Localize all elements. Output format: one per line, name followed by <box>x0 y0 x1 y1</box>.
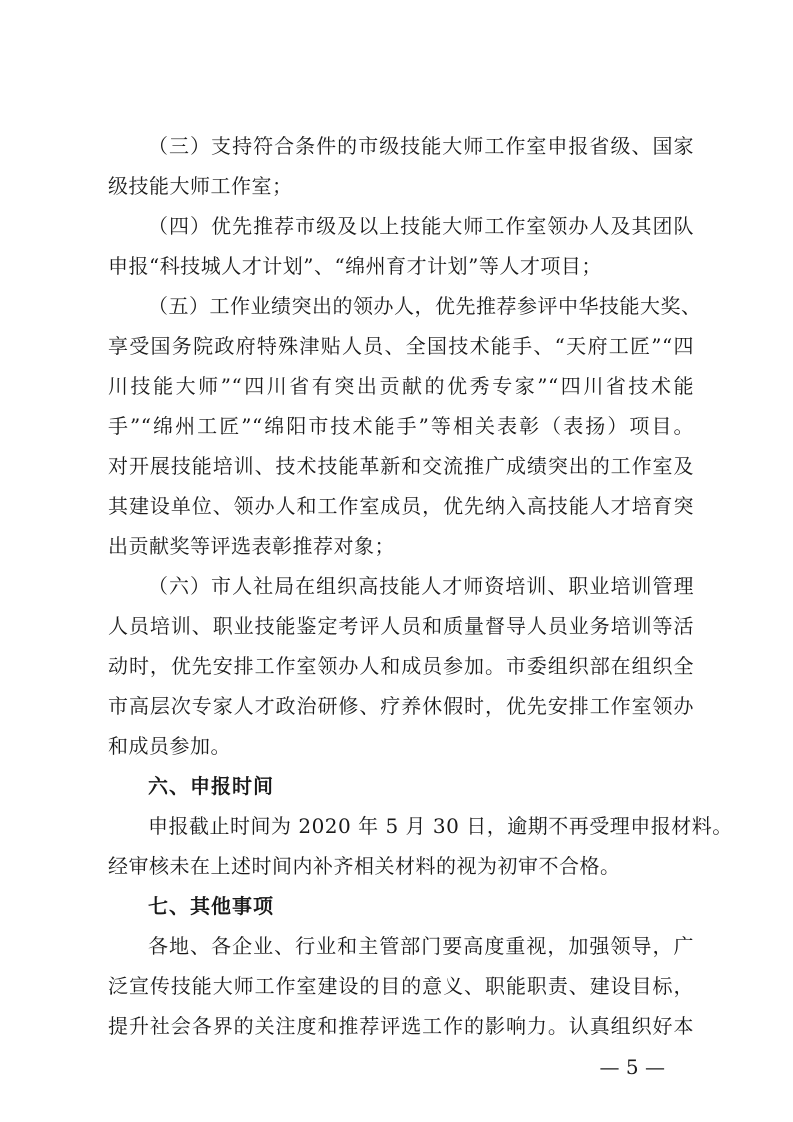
paragraph-5-line-4: 手”“绵州工匠”“绵阳市技术能手”等相关表彰（表扬）项目。 <box>108 414 694 438</box>
other-matters-line-2: 泛宣传技能大师工作室建设的目的意义、职能职责、建设目标， <box>108 974 694 998</box>
paragraph-6-line-1: （六）市人社局在组织高技能人才师资培训、职业培训管理 <box>148 574 694 598</box>
paragraph-6-line-3: 动时，优先安排工作室领办人和成员参加。市委组织部在组织全 <box>108 654 694 678</box>
paragraph-6-line-2: 人员培训、职业技能鉴定考评人员和质量督导人员业务培训等活 <box>108 614 694 638</box>
deadline-line-1: 申报截止时间为 2020 年 5 月 30 日，逾期不再受理申报材料。 <box>148 814 733 838</box>
other-matters-line-1: 各地、各企业、行业和主管部门要高度重视，加强领导，广 <box>148 934 694 958</box>
paragraph-4-line-1: （四）优先推荐市级及以上技能大师工作室领办人及其团队 <box>148 214 694 238</box>
paragraph-5-line-1: （五）工作业绩突出的领办人，优先推荐参评中华技能大奖、 <box>148 294 702 318</box>
paragraph-6-line-5: 和成员参加。 <box>108 734 231 758</box>
deadline-line-2: 经审核未在上述时间内补齐相关材料的视为初审不合格。 <box>108 854 621 878</box>
paragraph-3-line-1: （三）支持符合条件的市级技能大师工作室申报省级、国家 <box>148 134 694 158</box>
paragraph-3-line-2: 级技能大师工作室； <box>108 174 293 198</box>
paragraph-4-line-2: 申报“科技城人才计划”、“绵州育才计划”等人才项目； <box>108 254 602 278</box>
page-number: — 5 — <box>599 1055 665 1079</box>
paragraph-5-line-6: 其建设单位、领办人和工作室成员，优先纳入高技能人才培育突 <box>108 494 694 518</box>
section-heading-other-matters: 七、其他事项 <box>148 894 274 918</box>
paragraph-5-line-2: 享受国务院政府特殊津贴人员、全国技术能手、“天府工匠”“四 <box>108 334 694 358</box>
paragraph-5-line-7: 出贡献奖等评选表彰推荐对象； <box>108 534 395 558</box>
paragraph-5-line-3: 川技能大师”“四川省有突出贡献的优秀专家”“四川省技术能 <box>108 374 694 398</box>
paragraph-6-line-4: 市高层次专家人才政治研修、疗养休假时，优先安排工作室领办 <box>108 694 694 718</box>
other-matters-line-3: 提升社会各界的关注度和推荐评选工作的影响力。认真组织好本 <box>108 1014 694 1038</box>
paragraph-5-line-5: 对开展技能培训、技术技能革新和交流推广成绩突出的工作室及 <box>108 454 694 478</box>
section-heading-application-time: 六、申报时间 <box>148 774 274 798</box>
